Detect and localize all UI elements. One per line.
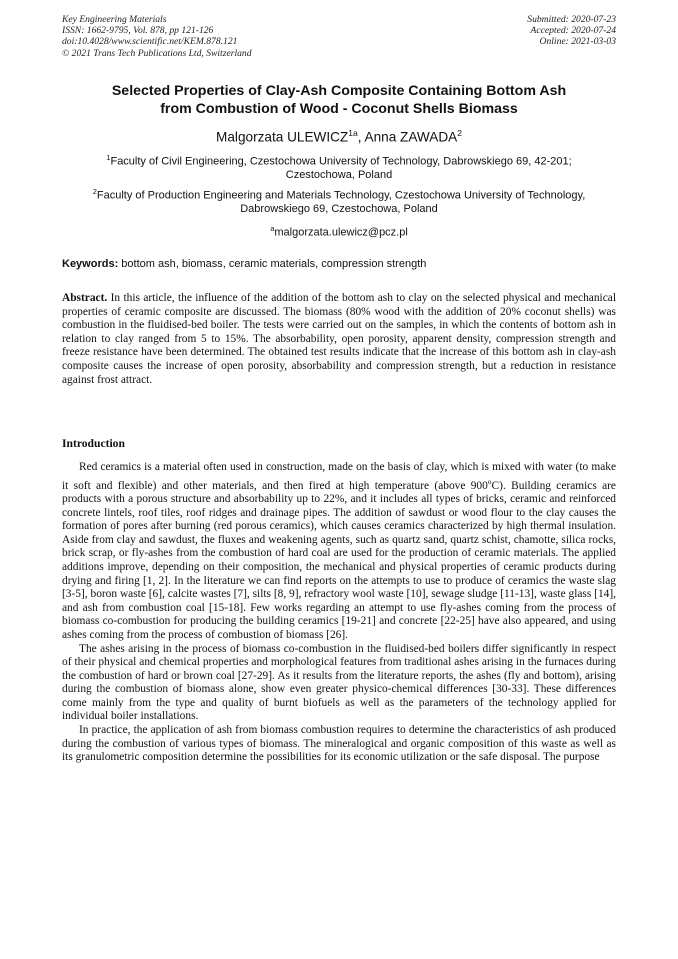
author-separator: , (357, 129, 365, 145)
submitted-date: Submitted: 2020-07-23 (527, 14, 616, 25)
issn: ISSN: 1662-9795, Vol. 878, pp 121-126 (62, 25, 214, 37)
affiliation-1-sup: 1 (106, 153, 111, 162)
degree-sup: o (487, 476, 492, 486)
author-1-sup: 1a (348, 128, 358, 138)
abstract (62, 292, 616, 387)
accepted-date: Accepted: 2020-07-24 (530, 25, 616, 37)
affiliation-2 (82, 185, 596, 217)
intro-p1-part-a: Red ceramics is a material often used in construction, made on the basis of clay, which is mixed with water (to make it soft and flexible) and other materials, and then fired at high temperature (above 900 (62, 461, 616, 492)
authors (62, 125, 616, 146)
author-2: Anna ZAWADA (364, 129, 458, 145)
intro-p1-part-b: C). Building ceramics are products with a porous structure and absorbability up to 22%, and it includes all types of bricks, ceramic and reinforced concrete lintels, roof tiles, roof ridges and drainage pipes. The addition of sawdust or wood flour to the clay causes the formation of pores after burning (red porous ceramics), which causes ceramics characterized by high thermal insulation. Aside from clay and sawdust, the fluxes and weakening agents, such as quartz sand, quartz schist, chamotte, silica rocks, brick scrap, or fly-ashes from the combustion of hard coal are used for the production of ceramic materials. The applied additions improve, depending on their composition, the mechanical and physical properties of ceramic products during drying and firing [1, 2]. In the literature we can find reports on the attempts to use to produce of ceramics the waste slag [3-5], boron waste [6], calcite wastes [7], silts [8, 9], refractory wool waste [10], sewage sludge [11-13], waste glass [14], and ash from combustion coal [15-18]. Few works regarding an attempt to use fly-ashes coming from the process of biomass co-combustion for producing the building ceramics [19-21] and concrete [22-25] have also appeared, and using ashes coming from the process of combustion of biomass [26]. (62, 479, 616, 641)
abstract-label: Abstract. (62, 292, 108, 304)
introduction-body (62, 461, 616, 765)
abstract-text: In this article, the influence of the addition of the bottom ash to clay on the selected physical and mechanical properties of ceramic composite are discussed. The biomass (80% wood with the addition of 20% coconut shells) was combustion in the fluidised-bed boiler. The tests were carried out on the samples, in which the contents of bottom ash in relation to clay ranged from 5 to 15%. The absorbability, open porosity, apparent density, compression strength and freeze resistance have been determined. The obtained test results indicate that the increase of this bottom ash in clay-ash composite causes the increase of open porosity, absorbability and compression strength, but a reduction in resistance against frost attract. (62, 292, 616, 386)
title-line-2: from Combustion of Wood - Coconut Shells Biomass (160, 100, 518, 117)
intro-paragraph-2: The ashes arising in the process of biomass co-combustion in the fluidised-bed boilers differ significantly in respect of their physical and chemical properties and morphological features from traditional ashes arising in the furnaces during the combustion of hard or brown coal [27-29]. As it results from the literature reports, the ashes (fly and bottom), arising during the combustion of biomass alone, show even greater physico-chemical differences [30-33]. These differences come mainly from the type and quality of burnt biofuels as well as the parameters of the technology applied for individual boiler installations. (62, 642, 616, 723)
introduction-heading: Introduction (62, 437, 125, 450)
author-2-sup: 2 (457, 128, 462, 138)
keywords (62, 258, 616, 271)
header-right (527, 14, 616, 48)
doi: doi:10.4028/www.scientific.net/KEM.878.121 (62, 36, 238, 48)
affiliation-1 (82, 151, 596, 183)
intro-paragraph-1 (62, 461, 616, 643)
keywords-label: Keywords: (62, 258, 119, 270)
online-date: Online: 2021-03-03 (539, 36, 616, 48)
author-1: Malgorzata ULEWICZ (216, 129, 349, 145)
author-email (82, 222, 596, 240)
keywords-text: bottom ash, biomass, ceramic materials, compression strength (118, 258, 427, 270)
paper-title (62, 83, 616, 118)
header-left (62, 14, 252, 59)
affiliation-1-text: Faculty of Civil Engineering, Czestochowa University of Technology, Dabrowskiego 69, 42-201; Czestochowa, Poland (110, 155, 572, 182)
title-line-1: Selected Properties of Clay-Ash Composite Containing Bottom Ash (111, 83, 567, 99)
affiliation-2-text: Faculty of Production Engineering and Materials Technology, Czestochowa University of Technology, Dabrowskiego 69, Czestochowa, Poland (96, 189, 586, 216)
intro-paragraph-3: In practice, the application of ash from biomass combustion requires to determine the characteristics of ash produced during the combustion of various types of biomass. The mineralogical and organic composition of this waste as well as its granulometric composition determine the possibilities for its economic utilization or the safe disposal. The purpose (62, 724, 616, 764)
affiliation-2-sup: 2 (92, 187, 97, 196)
copyright: © 2021 Trans Tech Publications Ltd, Switzerland (62, 47, 252, 59)
journal-name: Key Engineering Materials (62, 14, 167, 25)
email-text: malgorzata.ulewicz@pcz.pl (274, 226, 408, 239)
email-sup: a (270, 224, 275, 233)
